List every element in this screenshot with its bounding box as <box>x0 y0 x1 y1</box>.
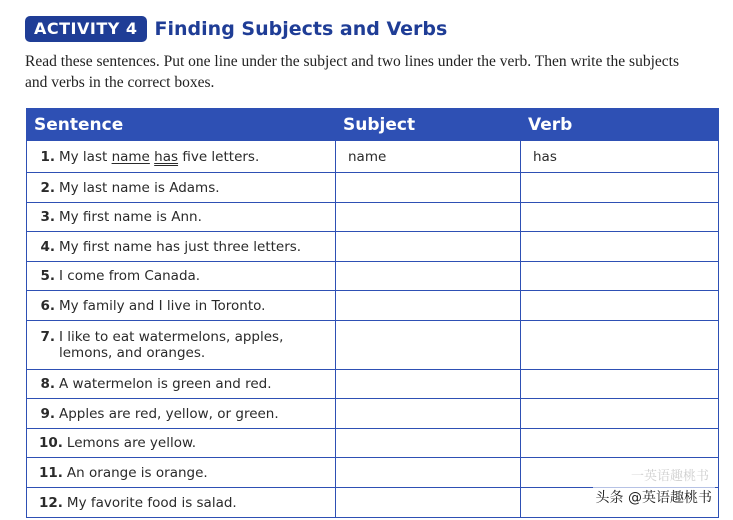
instructions-text: Read these sentences. Put one line under the subject and two lines under the verb. Then write the subjects and verbs in the correct boxes. <box>25 53 679 91</box>
sentence-cell <box>27 321 336 370</box>
sentence-cell <box>27 399 336 429</box>
activity-badge: ACTIVITY 4 <box>25 16 147 42</box>
sentence-cell <box>27 141 336 173</box>
sentence-text: An orange is orange. <box>66 464 208 481</box>
table-row <box>27 458 719 488</box>
table-row <box>27 203 719 232</box>
sentence-text: My family and I live in Toronto. <box>59 297 266 314</box>
verb-answer-cell[interactable] <box>521 429 719 458</box>
subject-answer-cell[interactable]: name <box>336 141 521 173</box>
subject-answer-cell[interactable] <box>336 173 521 203</box>
sentence-text <box>59 149 259 165</box>
sentence-number: 10. <box>39 435 63 451</box>
column-header-subject: Subject <box>336 109 521 141</box>
sentence-fragment: five letters. <box>178 148 260 165</box>
sentence-text: My favorite food is salad. <box>66 494 237 511</box>
sentence-cell <box>27 203 336 232</box>
verb-answer-cell[interactable] <box>521 173 719 203</box>
verb-answer-cell[interactable] <box>521 370 719 399</box>
subject-answer-cell[interactable] <box>336 370 521 399</box>
sentence-number: 11. <box>39 464 63 481</box>
sentence-text: Apples are red, yellow, or green. <box>59 405 279 422</box>
sentence-number: 9. <box>40 405 55 422</box>
sentence-text: My first name has just three letters. <box>59 238 302 255</box>
sentence-number: 5. <box>40 268 55 284</box>
verb-answer-cell[interactable] <box>521 399 719 429</box>
underlined-verb: has <box>154 148 179 165</box>
subject-answer-cell[interactable] <box>336 262 521 291</box>
sentence-cell <box>27 458 336 488</box>
sentence-cell <box>27 232 336 262</box>
verb-answer-cell[interactable] <box>521 321 719 370</box>
sentence-number: 2. <box>40 179 55 196</box>
sentence-number: 1. <box>40 148 55 165</box>
sentence-number: 6. <box>40 297 55 314</box>
verb-answer-cell[interactable] <box>521 232 719 262</box>
table-row <box>27 370 719 399</box>
sentence-text: I like to eat watermelons, apples, lemons, and oranges. <box>59 329 284 361</box>
sentence-cell <box>27 291 336 321</box>
table-row <box>27 173 719 203</box>
table-row <box>27 141 719 173</box>
watermark: 头条 @英语趣桃书 <box>593 486 715 508</box>
sentence-number: 4. <box>40 238 55 255</box>
sentence-cell <box>27 429 336 458</box>
sentence-cell <box>27 173 336 203</box>
sentence-cell <box>27 262 336 291</box>
subject-verb-table <box>26 108 719 518</box>
verb-answer-cell[interactable]: has <box>521 141 719 173</box>
table-row <box>27 291 719 321</box>
subject-answer-cell[interactable] <box>336 203 521 232</box>
column-header-sentence: Sentence <box>27 109 336 141</box>
subject-answer-cell[interactable] <box>336 429 521 458</box>
subject-answer-cell[interactable] <box>336 291 521 321</box>
sentence-text: A watermelon is green and red. <box>59 376 272 392</box>
table-row <box>27 429 719 458</box>
column-header-verb: Verb <box>521 109 719 141</box>
table-body <box>27 141 719 518</box>
sentence-text: My last name is Adams. <box>59 179 220 196</box>
subject-answer-cell[interactable] <box>336 488 521 518</box>
subject-answer-cell[interactable] <box>336 321 521 370</box>
table-header-row <box>27 109 719 141</box>
sentence-text: My first name is Ann. <box>59 209 202 225</box>
table-row <box>27 262 719 291</box>
table-row <box>27 232 719 262</box>
sentence-fragment: My last <box>59 148 112 165</box>
sentence-number: 3. <box>40 209 55 225</box>
sentence-cell <box>27 370 336 399</box>
activity-title: Finding Subjects and Verbs <box>154 18 448 40</box>
sentence-number: 8. <box>40 376 55 392</box>
sentence-text: Lemons are yellow. <box>66 435 197 451</box>
verb-answer-cell[interactable] <box>521 203 719 232</box>
subject-answer-cell[interactable] <box>336 232 521 262</box>
sentence-number: 12. <box>39 494 63 511</box>
table-row <box>27 399 719 429</box>
sentence-text: I come from Canada. <box>59 268 201 284</box>
verb-answer-cell[interactable] <box>521 291 719 321</box>
sentence-cell <box>27 488 336 518</box>
verb-answer-cell[interactable] <box>521 262 719 291</box>
activity-header <box>25 16 447 42</box>
underlined-subject: name <box>111 148 150 165</box>
sentence-number: 7. <box>40 329 55 345</box>
watermark-ghost: 一英语趣桃书 <box>630 469 709 484</box>
subject-answer-cell[interactable] <box>336 458 521 488</box>
subject-answer-cell[interactable] <box>336 399 521 429</box>
table-row <box>27 321 719 370</box>
